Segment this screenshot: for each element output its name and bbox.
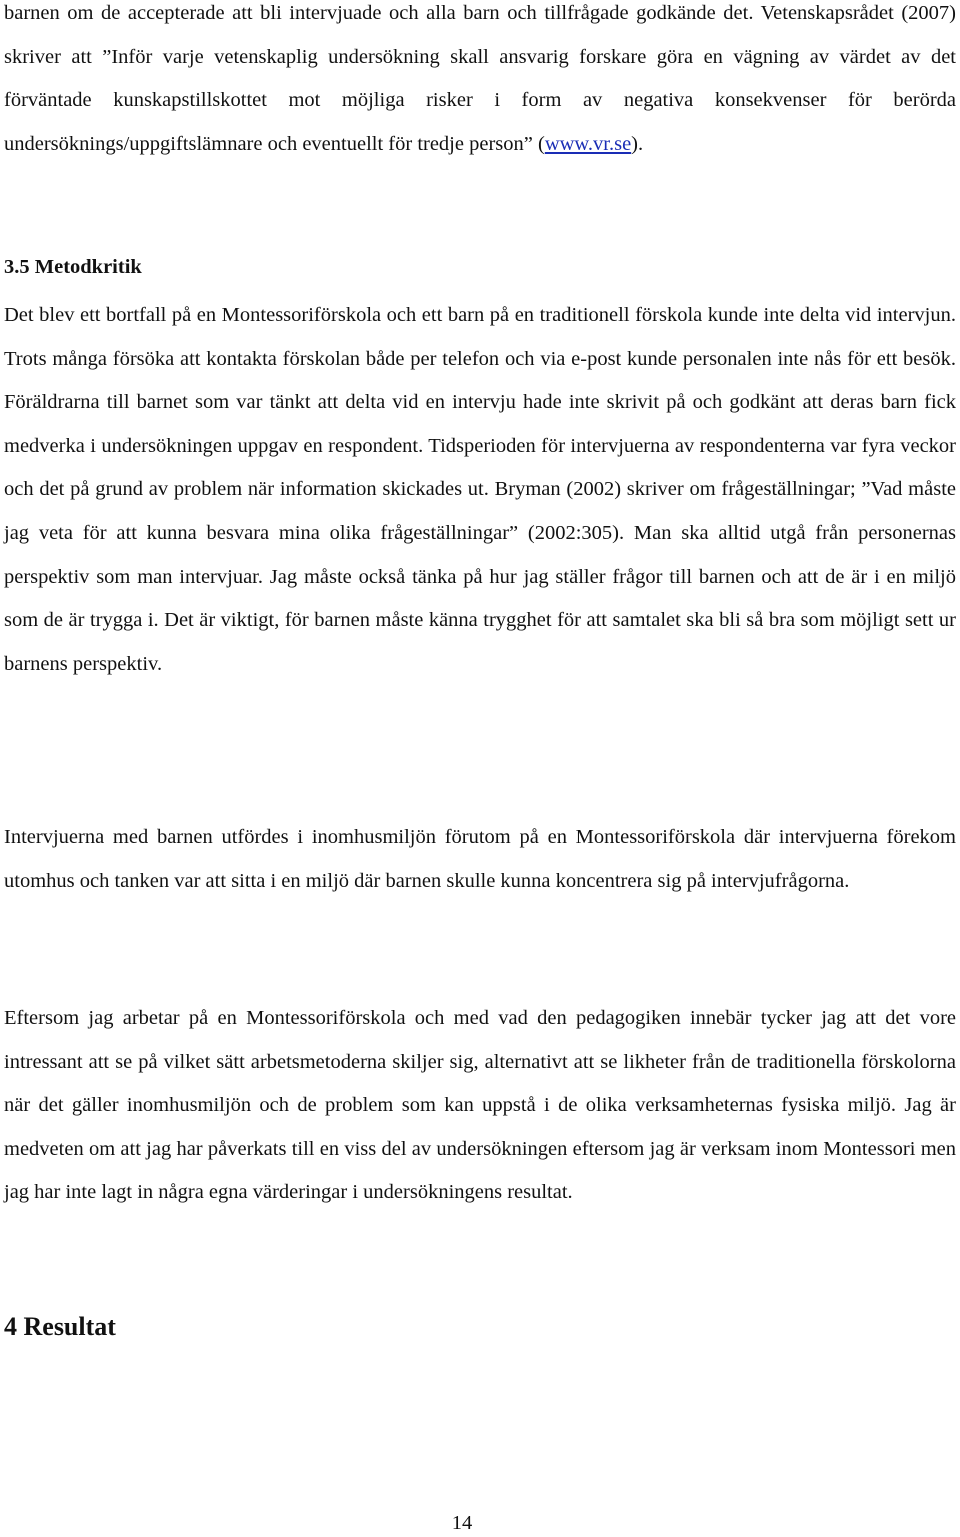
page-number: 14 — [451, 1512, 473, 1534]
heading-resultat: 4 Resultat — [4, 1312, 116, 1341]
paragraph-ethics-end: ). — [631, 132, 644, 155]
paragraph-author-position: Eftersom jag arbetar på en Montessoriförskola och med vad den pedagogiken innebär tycker jag att det vore intressant att se på vilket sätt arbetsmetoderna skiljer sig, alternativt att se likheter från de traditionella förskolorna när det gäller inomhusmiljön och de problem som kan uppstå i de olika verksamheternas fysiska miljö. Jag är medveten om att jag har påverkats till en viss del av undersökningen eftersom jag är verksam inom Montessori men jag har inte lagt in några egna värderingar i undersökningens resultat. — [4, 1007, 956, 1204]
paragraph-ethics-text: barnen om de accepterade att bli intervjuade och alla barn och tillfrågade godkände det. Vetenskapsrådet (2007) skriver att ”Inför varje vetenskaplig undersökning skall ansvarig forskare göra en vägning av värdet av det förväntade kunskapstillskottet mot möjliga risker i form av negativa konsekvenser för berörda undersöknings/uppgiftslämnare och eventuellt för tredje person” ( — [4, 2, 956, 155]
heading-metodkritik: 3.5 Metodkritik — [4, 256, 142, 278]
paragraph-ethics — [4, 0, 956, 166]
paragraph-metodkritik: Det blev ett bortfall på en Montessoriförskola och ett barn på en traditionell förskola kunde inte delta vid intervjun. Trots många försöka att kontakta förskolan både per telefon och via e-post kunde personalen inte nås för ett besök. Föräldrarna till barnet som var tänkt att delta vid en intervju hade inte skrivit på och godkänt att deras barn fick medverka i undersökningen uppgav en respondent. Tidsperioden för intervjuerna av respondenterna var fyra veckor och det på grund av problem när information skickades ut. Bryman (2002) skriver om frågeställningar; ”Vad måste jag veta för att kunna besvara mina olika frågeställningar” (2002:305). Man ska alltid utgå från personernas perspektiv som man intervjuar. Jag måste också tänka på hur jag ställer frågor till barnen och att de är i en miljö som de är trygga i. Det är viktigt, för barnen måste känna trygghet för att samtalet ska bli så bra som möjligt sett ur barnens perspektiv. — [4, 304, 956, 675]
vr-link[interactable]: www.vr.se — [544, 132, 632, 155]
paragraph-interview-location: Intervjuerna med barnen utfördes i inomhusmiljön förutom på en Montessoriförskola där intervjuerna förekom utomhus och tanken var att sitta i en miljö där barnen skulle kunna koncentrera sig på intervjufrågorna. — [4, 826, 956, 892]
